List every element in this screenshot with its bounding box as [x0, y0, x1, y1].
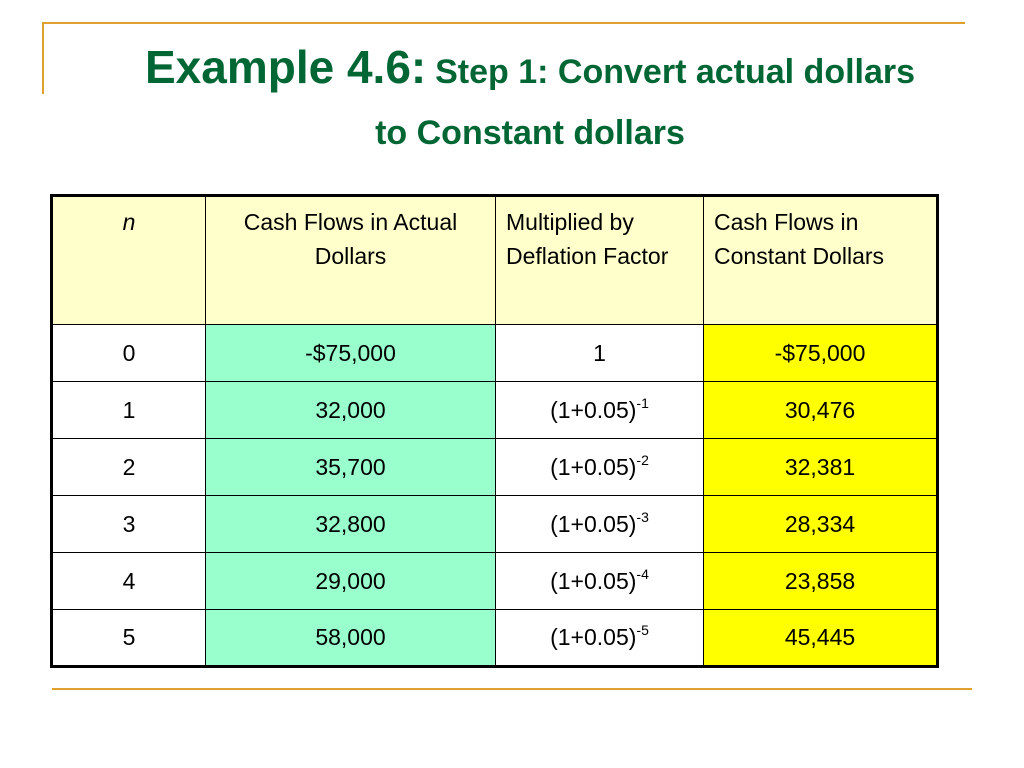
- factor-base: (1+0.05): [550, 624, 637, 650]
- cell-actual: 58,000: [206, 610, 496, 667]
- cell-constant: 32,381: [704, 439, 938, 496]
- factor-base: 1: [593, 339, 606, 366]
- cell-factor: [496, 610, 704, 667]
- factor-exponent: -2: [636, 451, 649, 468]
- cell-n: 3: [52, 496, 206, 553]
- cell-actual: 32,000: [206, 382, 496, 439]
- header-actual-dollars: Cash Flows in Actual Dollars: [206, 196, 496, 325]
- factor-base: (1+0.05): [550, 510, 637, 537]
- cell-actual: -$75,000: [206, 325, 496, 382]
- cell-constant: -$75,000: [704, 325, 938, 382]
- header-deflation-factor: Multiplied by Deflation Factor: [496, 196, 704, 325]
- cell-constant: 23,858: [704, 553, 938, 610]
- table-row: [52, 439, 938, 496]
- table-row: [52, 553, 938, 610]
- frame-bottom-line: [52, 688, 972, 690]
- slide-title: [60, 40, 1000, 167]
- table-row: [52, 382, 938, 439]
- cell-n: 2: [52, 439, 206, 496]
- frame-left-line: [42, 22, 44, 94]
- cell-n: 5: [52, 610, 206, 667]
- factor-exponent: -1: [636, 394, 649, 411]
- factor-exponent: -5: [636, 622, 649, 638]
- factor-exponent: -3: [636, 508, 649, 525]
- table-header-row: [52, 196, 938, 325]
- factor-base: (1+0.05): [550, 567, 637, 594]
- cell-factor: [496, 325, 704, 382]
- cell-actual: 29,000: [206, 553, 496, 610]
- cell-factor: [496, 553, 704, 610]
- cell-constant: 30,476: [704, 382, 938, 439]
- title-sub-line2: to Constant dollars: [375, 114, 685, 152]
- factor-base: (1+0.05): [550, 396, 637, 423]
- cell-factor: [496, 496, 704, 553]
- factor-exponent: -4: [636, 565, 649, 582]
- factor-base: (1+0.05): [550, 453, 637, 480]
- cell-factor: [496, 382, 704, 439]
- title-main: Example 4.6:: [144, 41, 427, 93]
- cell-n: 4: [52, 553, 206, 610]
- cell-factor: [496, 439, 704, 496]
- cell-constant: 28,334: [704, 496, 938, 553]
- header-constant-dollars: Cash Flows in Constant Dollars: [704, 196, 938, 325]
- cell-n: 0: [52, 325, 206, 382]
- cell-actual: 32,800: [206, 496, 496, 553]
- frame-top-line: [42, 22, 965, 24]
- table-row: [52, 610, 938, 667]
- cell-n: 1: [52, 382, 206, 439]
- cell-actual: 35,700: [206, 439, 496, 496]
- title-sub-line1: Step 1: Convert actual dollars: [435, 53, 916, 91]
- cell-constant: 45,445: [704, 610, 938, 667]
- table-row: [52, 496, 938, 553]
- table-row: [52, 325, 938, 382]
- conversion-table: [50, 194, 939, 668]
- header-n: n: [52, 196, 206, 325]
